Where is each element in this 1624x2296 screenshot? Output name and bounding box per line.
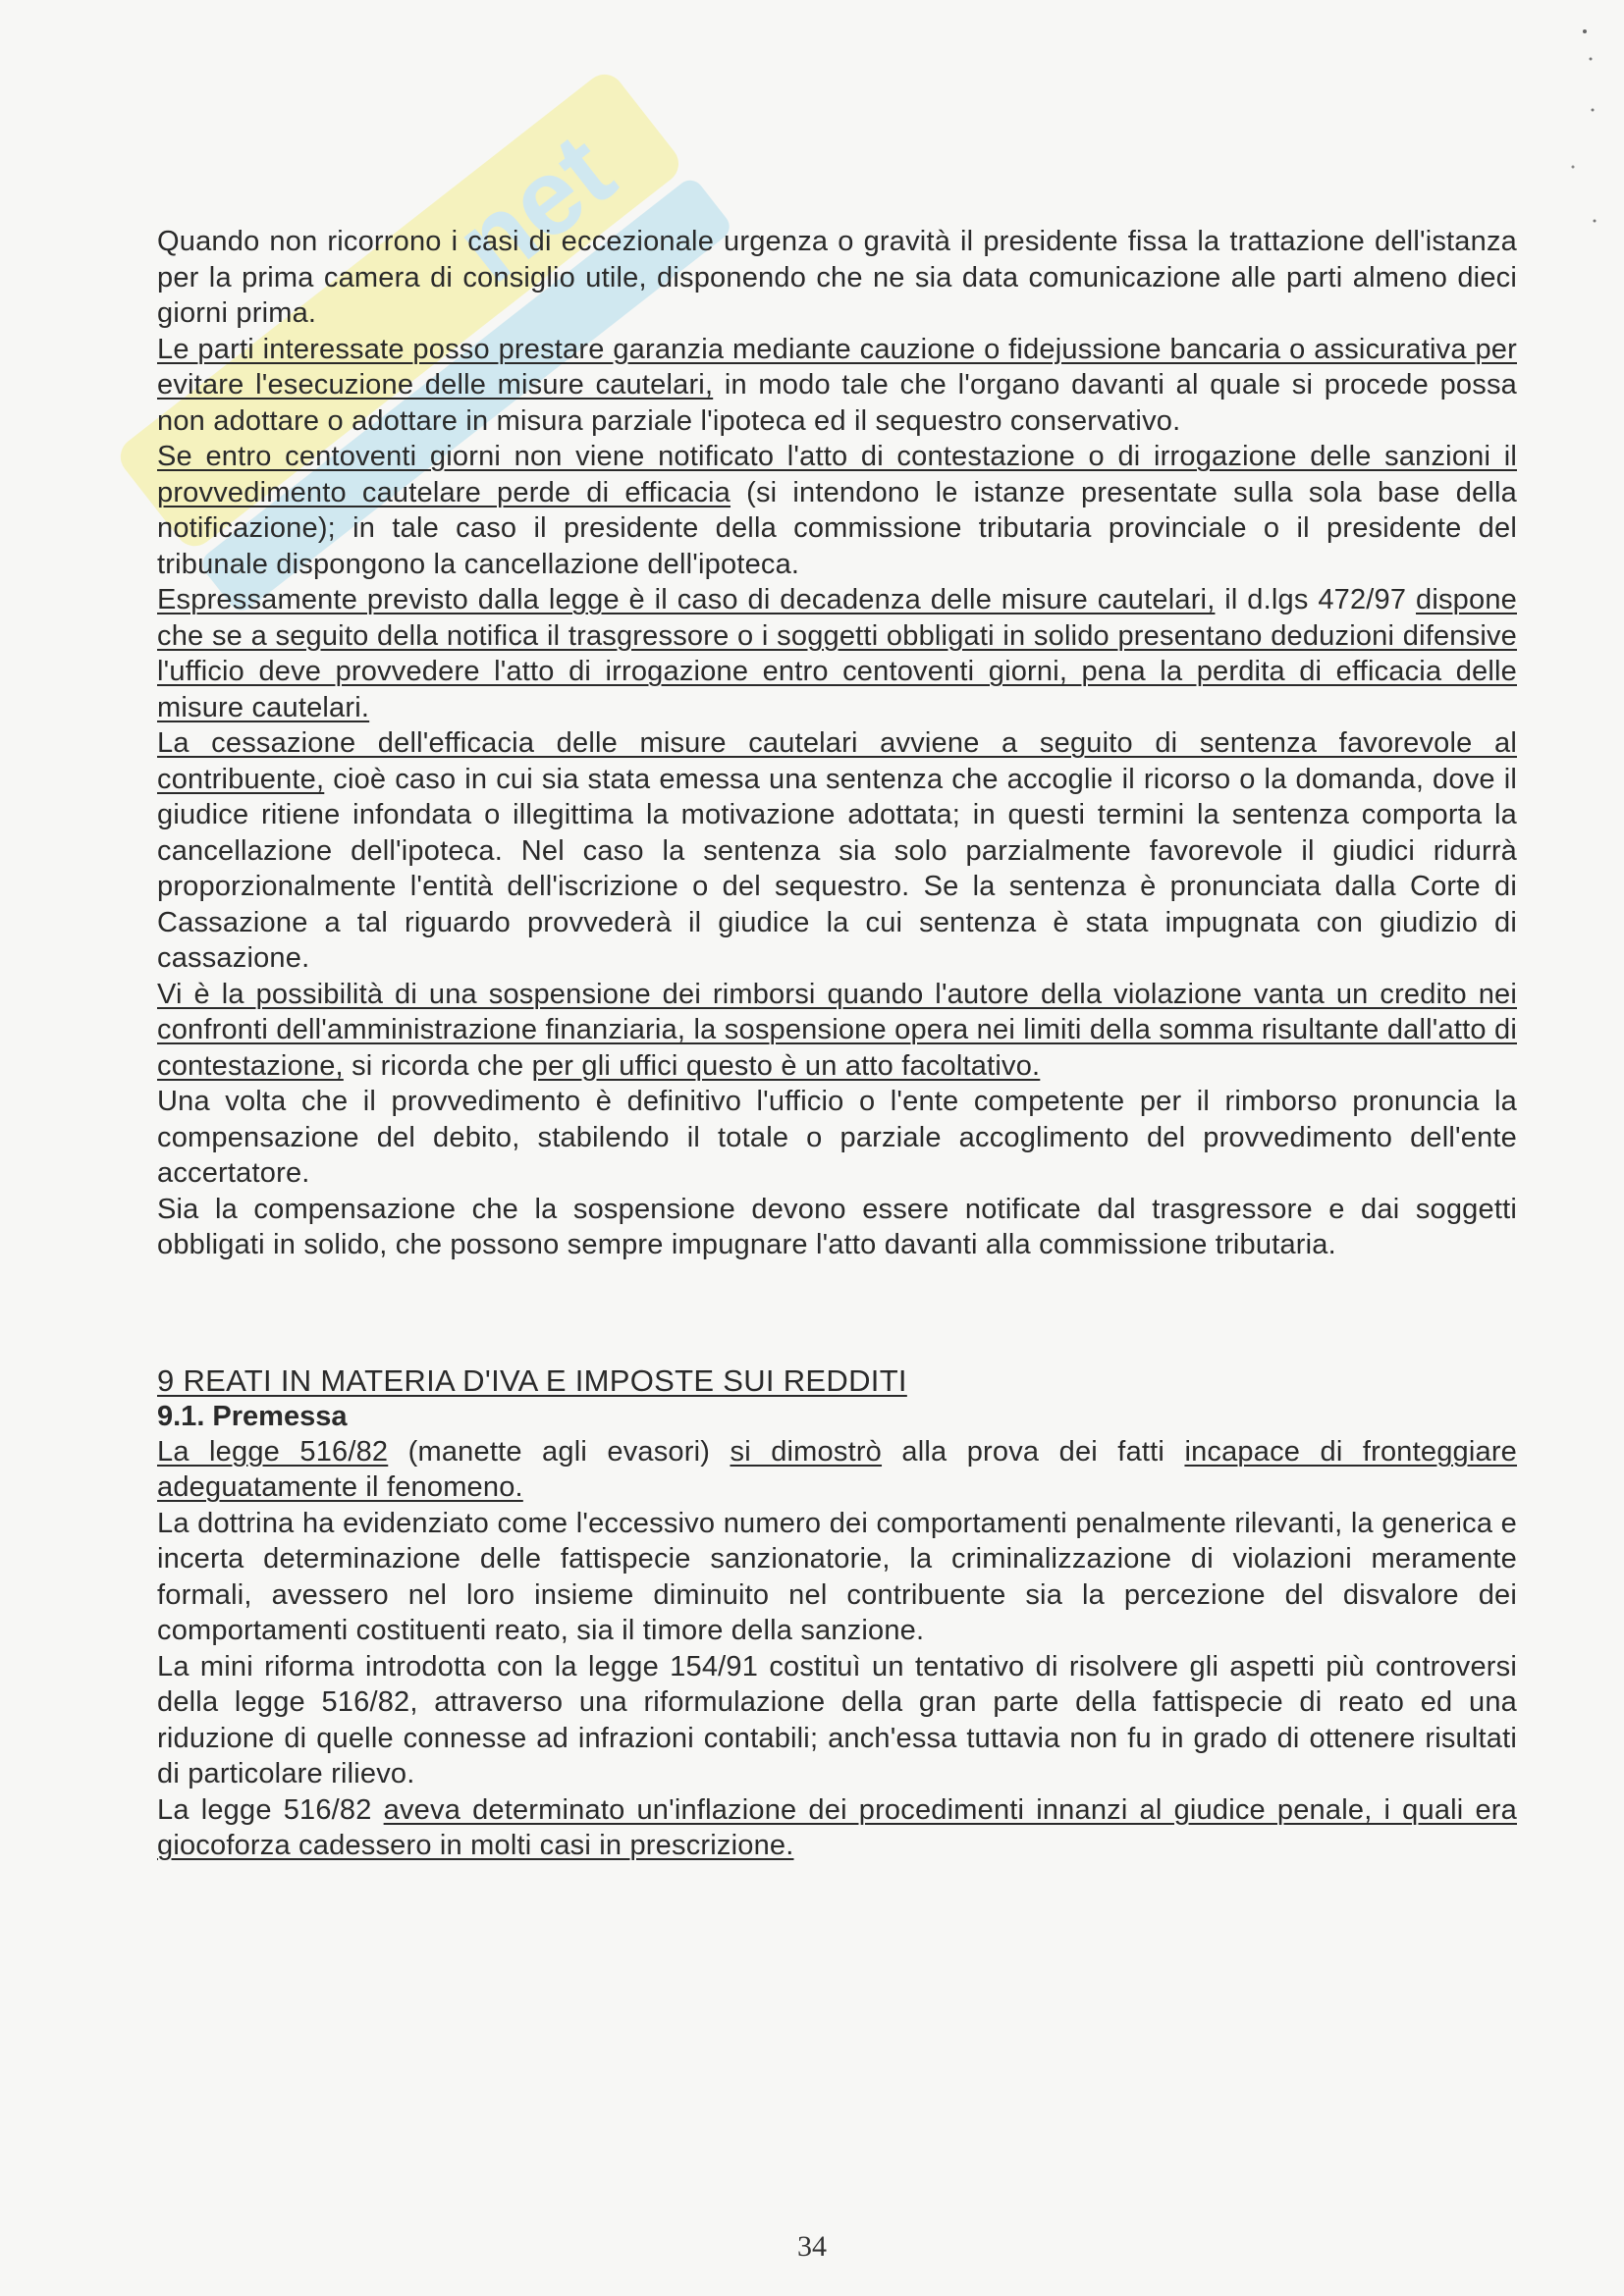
underlined-text: per gli uffici questo è un atto facoltativo.	[531, 1049, 1041, 1082]
paragraph	[157, 439, 1517, 582]
paragraph	[157, 1649, 1517, 1792]
text-run: alla prova dei fatti	[882, 1435, 1185, 1468]
underlined-text: Espressamente previsto dalla legge è il caso di decadenza delle misure cautelari,	[157, 584, 1216, 615]
underlined-text: La cessazione dell'efficacia delle misure cautelari avviene a seguito di sentenza favorevole al contribuente,	[157, 727, 1517, 795]
premessa-section	[157, 1434, 1517, 1864]
paragraph	[157, 332, 1517, 440]
top-section	[157, 224, 1517, 1263]
paragraph	[157, 1192, 1517, 1263]
text-run: La dottrina ha evidenziato come l'eccessivo numero dei comportamenti penalmente rilevanti, la generica e incerta determinazione delle fattispecie sanzionatorie, la criminalizzazione di violazioni meramente formali, avessero nel loro insieme diminuito nel contribuente sia la percezione del disvalore dei comportamenti costituenti reato, sia il timore della sanzione.	[157, 1507, 1517, 1646]
underlined-text: si dimostrò	[730, 1435, 883, 1468]
chapter-title: 9 REATI IN MATERIA D'IVA E IMPOSTE SUI REDDITI	[157, 1362, 907, 1398]
underlined-text: dispone che se a seguito della notifica il trasgressore o i soggetti obbligati in solido presentano deduzioni difensive l'ufficio deve provvedere l'atto di irrogazione entro centoventi giorni, pena la perdita di efficacia delle misure cautelari.	[157, 584, 1517, 723]
text-run: si ricorda che	[343, 1049, 532, 1082]
paragraph	[157, 1792, 1517, 1864]
paragraph	[157, 977, 1517, 1085]
text-run: Quando non ricorrono i casi di eccezionale urgenza o gravità il presidente fissa la trattazione dell'istanza per la prima camera di consiglio utile, disponendo che ne sia data comunicazione alle parti almeno dieci giorni prima.	[157, 226, 1517, 329]
underlined-text: Vi è la possibilità di una sospensione dei rimborsi quando l'autore della violazione vanta un credito nei confronti dell'amministrazione finanziaria, la sospensione opera nei limiti della somma risultante dall'atto di contestazione,	[157, 978, 1517, 1082]
paragraph	[157, 725, 1517, 977]
text-run: (manette agli evasori)	[388, 1435, 731, 1468]
paragraph	[157, 1506, 1517, 1649]
paragraph	[157, 1434, 1517, 1506]
text-run: Sia la compensazione che la sospensione devono essere notificate dal trasgressore e dai soggetti obbligati in solido, che possono sempre impugnare l'atto davanti alla commissione tributaria.	[157, 1193, 1517, 1260]
underlined-text: La legge 516/82	[157, 1435, 389, 1468]
page-number: 34	[797, 2230, 827, 2263]
text-run: in modo tale che l'organo davanti al quale si procede possa non adottare o adottare in misura parziale l'ipoteca ed il sequestro conservativo.	[157, 369, 1517, 437]
text-run: il d.lgs 472/97	[1215, 584, 1416, 615]
underlined-text: Se entro centoventi giorni non viene notificato l'atto di contestazione o di irrogazione delle sanzioni il provvedimento cautelare perde di efficacia	[157, 441, 1517, 508]
paragraph	[157, 224, 1517, 332]
underlined-text: Le parti interessate posso prestare garanzia mediante cauzione o fidejussione bancaria o assicurativa per evitare l'esecuzione delle misure cautelari,	[157, 333, 1517, 400]
watermark-text: net	[433, 110, 636, 306]
underlined-text: aveva determinato un'inflazione dei procedimenti innanzi al giudice penale, i quali era giocoforza cadessero in molti casi in prescrizione.	[157, 1793, 1517, 1861]
section-spacer	[157, 1263, 1517, 1363]
paragraph	[157, 582, 1517, 725]
text-run: cioè caso in cui sia stata emessa una sentenza che accoglie il ricorso o la domanda, dove il giudice ritiene infondata o illegittima la motivazione adottata; in questi termini la sentenza comporta la cancellazione dell'ipoteca. Nel caso la sentenza sia solo parzialmente favorevole il giudici ridurrà proporzionalmente l'entità dell'iscrizione o del sequestro. Se la sentenza è pronunciata dalla Corte di Cassazione a tal riguardo provvederà il giudice la cui sentenza è stata impugnata con giudizio di cassazione.	[157, 763, 1517, 974]
text-run: (si intendono le istanze presentate sulla sola base della notificazione); in tale caso il presidente della commissione tributaria provinciale o il presidente del tribunale dispongono la cancellazione dell'ipoteca.	[157, 476, 1517, 580]
text-run: Una volta che il provvedimento è definitivo l'ufficio o l'ente competente per il rimborso pronuncia la compensazione del debito, stabilendo il totale o parziale accoglimento del provvedimento dell'ente accertatore.	[157, 1086, 1517, 1189]
text-run: La legge 516/82	[157, 1793, 384, 1826]
underlined-text: incapace di fronteggiare adeguatamente il fenomeno.	[157, 1435, 1518, 1503]
section-title: 9.1. Premessa	[157, 1400, 348, 1432]
document-body	[157, 224, 1517, 1864]
scan-marks-icon	[1555, 20, 1604, 255]
paragraph	[157, 1084, 1517, 1192]
text-run: La mini riforma introdotta con la legge 154/91 costituì un tentativo di risolvere gli aspetti più controversi della legge 516/82, attraverso una riformulazione della gran parte della fattispecie di reato ed una riduzione di quelle connesse ad infrazioni contabili; anch'essa tuttavia non fu in grado di ottenere risultati di particolare rilievo.	[157, 1650, 1517, 1789]
